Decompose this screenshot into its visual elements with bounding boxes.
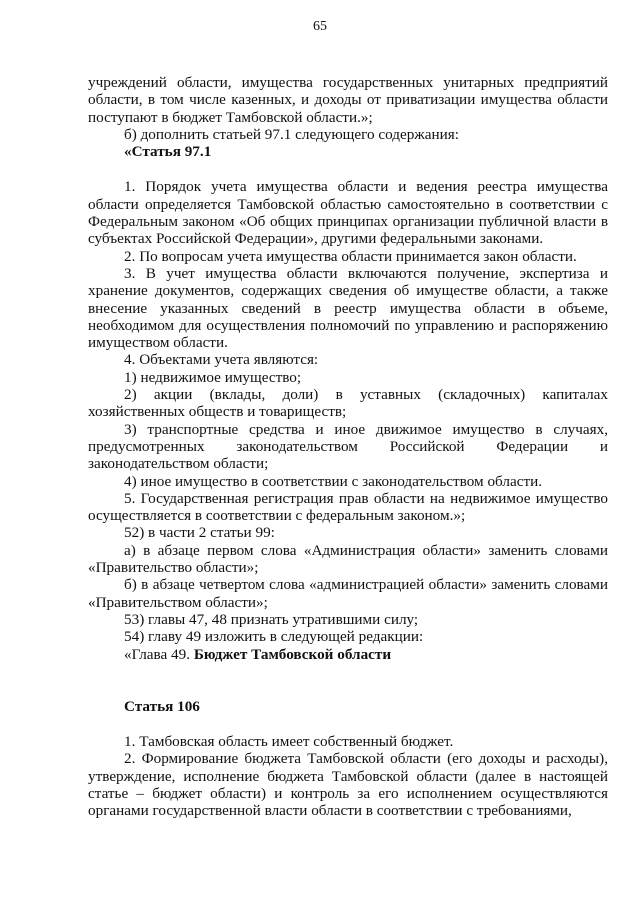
paragraph: 1. Тамбовская область имеет собственный бюджет. [124,733,454,751]
blank-line [88,715,608,733]
paragraph: 53) главы 47, 48 признать утратившими силу; [124,610,419,628]
paragraph: 5. Государственная регистрация прав области на недвижимое имущество осуществляется в соответствии с федеральным законом.»; [88,489,608,525]
paragraph: б) дополнить статьей 97.1 следующего содержания: [124,125,459,143]
chapter-number: «Глава 49. [124,645,194,663]
paragraph: 2. Формирование бюджета Тамбовской области (его доходы и расходы), утверждение, исполнение бюджета Тамбовской области (далее в настоящей статье – бюджет области) и контроль за его исполнением осуществляются органами государственной власти области в соответствии с требованиями, [88,750,608,820]
paragraph: 54) главу 49 изложить в следующей редакции: [124,628,424,646]
blank-line [88,160,608,178]
blank-line [88,681,608,698]
paragraph: 1. Порядок учета имущества области и ведения реестра имущества области определяется Тамбовской областью самостоятельно в соответствии с Федеральным законом «Об общих принципах организации публичной власти в субъектах Российской Федерации», другими федеральными законами. [88,178,608,248]
paragraph: учреждений области, имущества государственных унитарных предприятий области, в том числе казенных, и доходы от приватизации имущества области поступают в бюджет Тамбовской области.»; [88,74,608,126]
chapter-title: Бюджет Тамбовской области [193,645,392,663]
paragraph: 4. Объектами учета являются: [124,351,319,369]
list-item: 1) недвижимое имущество; [124,368,302,386]
paragraph: 2. По вопросам учета имущества области принимается закон области. [124,247,577,265]
paragraph: б) в абзаце четвертом слова «администрацией области» заменить словами «Правительством области»; [88,576,608,611]
document-body [88,74,608,820]
blank-line [88,663,608,681]
list-item: 3) транспортные средства и иное движимое имущество в случаях, предусмотренных законодательством Российской Федерации и законодательством области; [88,420,608,473]
list-item: 4) иное имущество в соответствии с законодательством области. [124,472,543,490]
paragraph: 3. В учет имущества области включаются получение, экспертиза и хранение документов, содержащих сведения об имуществе области, а также внесение указанных сведений в реестр имущества области в объеме, необходимом для осуществления полномочий по управлению и распоряжению имуществом области. [88,264,608,352]
chapter-heading [88,646,608,663]
article-heading: «Статья 97.1 [124,143,212,161]
paragraph: 52) в части 2 статьи 99: [124,524,275,542]
article-heading: Статья 106 [124,697,200,715]
list-item: 2) акции (вклады, доли) в уставных (складочных) капиталах хозяйственных обществ и товариществ; [88,386,608,421]
page-number: 65 [313,19,327,34]
paragraph: а) в абзаце первом слова «Администрация области» заменить словами «Правительство области»; [88,541,608,577]
